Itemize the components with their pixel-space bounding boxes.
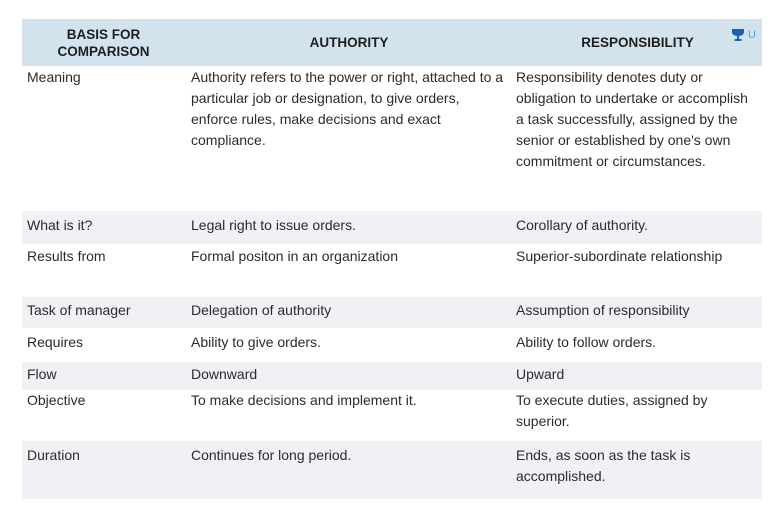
table-row	[22, 244, 762, 297]
basis-cell: Results from	[22, 244, 185, 297]
authority-cell: To make decisions and implement it.	[185, 390, 513, 441]
responsibility-cell: Responsibility denotes duty or obligation to undertake or accomplish a task successfully, assigned by the senior or established by one's own commitment or circumstances.	[513, 66, 762, 211]
table-row	[22, 328, 762, 362]
comparison-table	[22, 19, 762, 499]
header-basis: BASIS FOR COMPARISON	[22, 19, 185, 66]
table-row	[22, 441, 762, 499]
basis-cell: Flow	[22, 362, 185, 390]
basis-cell: Task of manager	[22, 297, 185, 328]
authority-cell: Formal positon in an organization	[185, 244, 513, 297]
basis-cell: Duration	[22, 441, 185, 499]
basis-cell: Meaning	[22, 66, 185, 211]
authority-cell: Delegation of authority	[185, 297, 513, 328]
responsibility-cell: Corollary of authority.	[513, 211, 762, 244]
table-row	[22, 390, 762, 441]
authority-cell: Downward	[185, 362, 513, 390]
brand-logo	[731, 26, 768, 44]
responsibility-cell: To execute duties, assigned by superior.	[513, 390, 762, 441]
table-row	[22, 66, 762, 211]
responsibility-cell: Upward	[513, 362, 762, 390]
authority-cell: Ability to give orders.	[185, 328, 513, 362]
authority-cell: Legal right to issue orders.	[185, 211, 513, 244]
header-responsibility: RESPONSIBILITY	[513, 19, 762, 66]
table-row	[22, 211, 762, 244]
basis-cell: Objective	[22, 390, 185, 441]
basis-cell: What is it?	[22, 211, 185, 244]
logo-text: U	[748, 29, 756, 41]
table-row	[22, 362, 762, 390]
responsibility-cell: Assumption of responsibility	[513, 297, 762, 328]
trophy-icon	[731, 28, 745, 42]
authority-cell: Continues for long period.	[185, 441, 513, 499]
basis-cell: Requires	[22, 328, 185, 362]
responsibility-cell: Ends, as soon as the task is accomplished.	[513, 441, 762, 499]
header-authority: AUTHORITY	[185, 19, 513, 66]
responsibility-cell: Ability to follow orders.	[513, 328, 762, 362]
table-row	[22, 297, 762, 328]
header-row	[22, 19, 762, 66]
responsibility-cell: Superior-subordinate relationship	[513, 244, 762, 297]
top-strip	[0, 0, 768, 18]
authority-cell: Authority refers to the power or right, attached to a particular job or designation, to give orders, enforce rules, make decisions and exact compliance.	[185, 66, 513, 211]
